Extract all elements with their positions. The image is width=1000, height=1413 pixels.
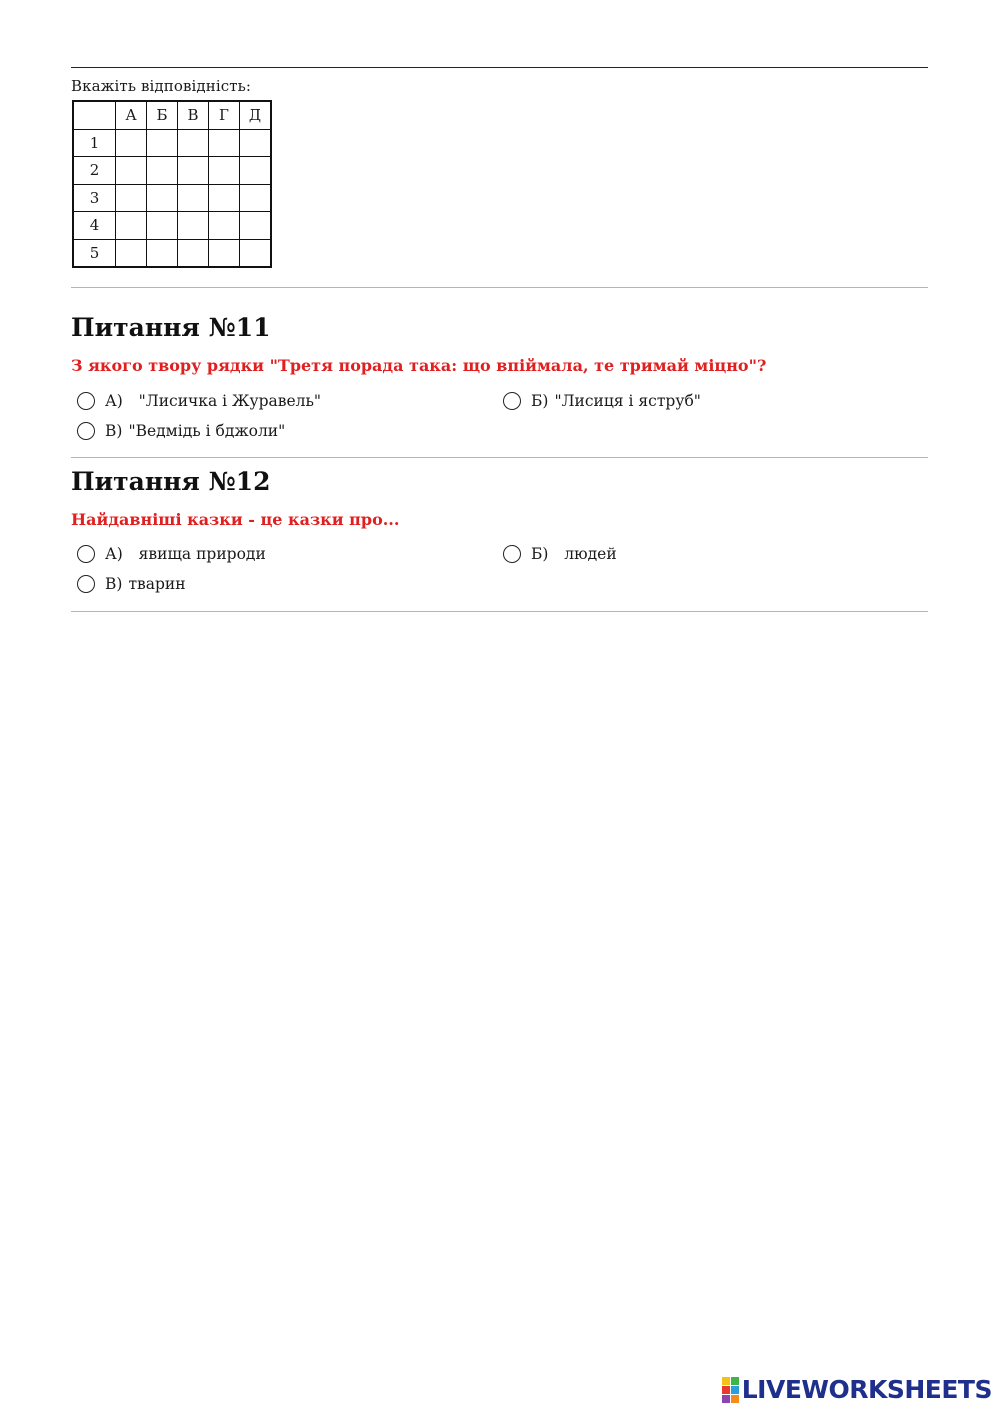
answer-cell[interactable] (147, 212, 178, 240)
question-title: Питання №11 (71, 313, 271, 342)
answer-cell[interactable] (209, 157, 240, 185)
option-letter: Б) (531, 392, 549, 410)
answer-cell[interactable] (116, 212, 147, 240)
option-b[interactable] (503, 545, 617, 563)
answer-cell[interactable] (240, 129, 272, 157)
option-label: явища природи (128, 545, 266, 563)
answer-cell[interactable] (209, 239, 240, 267)
answer-cell[interactable] (240, 184, 272, 212)
radio-button[interactable] (77, 392, 95, 410)
option-label: людей (554, 545, 617, 563)
top-divider (71, 67, 928, 68)
answer-cell[interactable] (178, 157, 209, 185)
row-header: 3 (73, 184, 116, 212)
row-header: 2 (73, 157, 116, 185)
matching-corner-cell (73, 101, 116, 129)
option-a[interactable] (77, 545, 266, 563)
column-header: В (178, 101, 209, 129)
row-header: 4 (73, 212, 116, 240)
option-letter: А) (105, 392, 123, 410)
question-text: З якого твору рядки "Третя порада така: що впіймала, те тримай міцно"? (71, 356, 767, 375)
section-divider (71, 287, 928, 288)
answer-cell[interactable] (178, 212, 209, 240)
answer-cell[interactable] (240, 212, 272, 240)
matching-row (73, 184, 271, 212)
matching-row (73, 129, 271, 157)
matching-row (73, 212, 271, 240)
section-divider (71, 457, 928, 458)
answer-cell[interactable] (178, 239, 209, 267)
matching-row (73, 157, 271, 185)
answer-cell[interactable] (209, 129, 240, 157)
liveworksheets-logo (722, 1375, 992, 1404)
answer-cell[interactable] (178, 184, 209, 212)
radio-button[interactable] (77, 575, 95, 593)
answer-cell[interactable] (178, 129, 209, 157)
answer-cell[interactable] (147, 157, 178, 185)
column-header: Б (147, 101, 178, 129)
column-header: Г (209, 101, 240, 129)
answer-cell[interactable] (147, 239, 178, 267)
radio-button[interactable] (503, 392, 521, 410)
option-label: "Лисиця і яструб" (554, 392, 701, 410)
row-header: 5 (73, 239, 116, 267)
column-header: А (116, 101, 147, 129)
row-header: 1 (73, 129, 116, 157)
option-letter: В) (105, 422, 123, 440)
answer-cell[interactable] (116, 129, 147, 157)
matching-row (73, 239, 271, 267)
radio-button[interactable] (77, 545, 95, 563)
question-title: Питання №12 (71, 467, 271, 496)
option-label: "Ведмідь і бджоли" (128, 422, 286, 440)
answer-cell[interactable] (209, 212, 240, 240)
option-b[interactable] (503, 392, 701, 410)
answer-cell[interactable] (209, 184, 240, 212)
answer-cell[interactable] (240, 239, 272, 267)
answer-cell[interactable] (147, 184, 178, 212)
matching-instruction: Вкажіть відповідність: (71, 77, 252, 95)
radio-button[interactable] (503, 545, 521, 563)
logo-text: LIVEWORKSHEETS (741, 1375, 992, 1404)
option-c[interactable] (77, 575, 186, 593)
answer-cell[interactable] (240, 157, 272, 185)
logo-icon (722, 1377, 739, 1403)
radio-button[interactable] (77, 422, 95, 440)
answer-cell[interactable] (116, 157, 147, 185)
option-label: "Лисичка і Журавель" (128, 392, 322, 410)
answer-cell[interactable] (116, 239, 147, 267)
option-letter: Б) (531, 545, 549, 563)
matching-table (72, 100, 272, 268)
option-c[interactable] (77, 422, 285, 440)
option-a[interactable] (77, 392, 321, 410)
answer-cell[interactable] (147, 129, 178, 157)
answer-cell[interactable] (116, 184, 147, 212)
option-label: тварин (128, 575, 186, 593)
section-divider (71, 611, 928, 612)
matching-header-row (73, 101, 271, 129)
option-letter: В) (105, 575, 123, 593)
question-text: Найдавніші казки - це казки про... (71, 510, 400, 529)
column-header: Д (240, 101, 272, 129)
option-letter: А) (105, 545, 123, 563)
